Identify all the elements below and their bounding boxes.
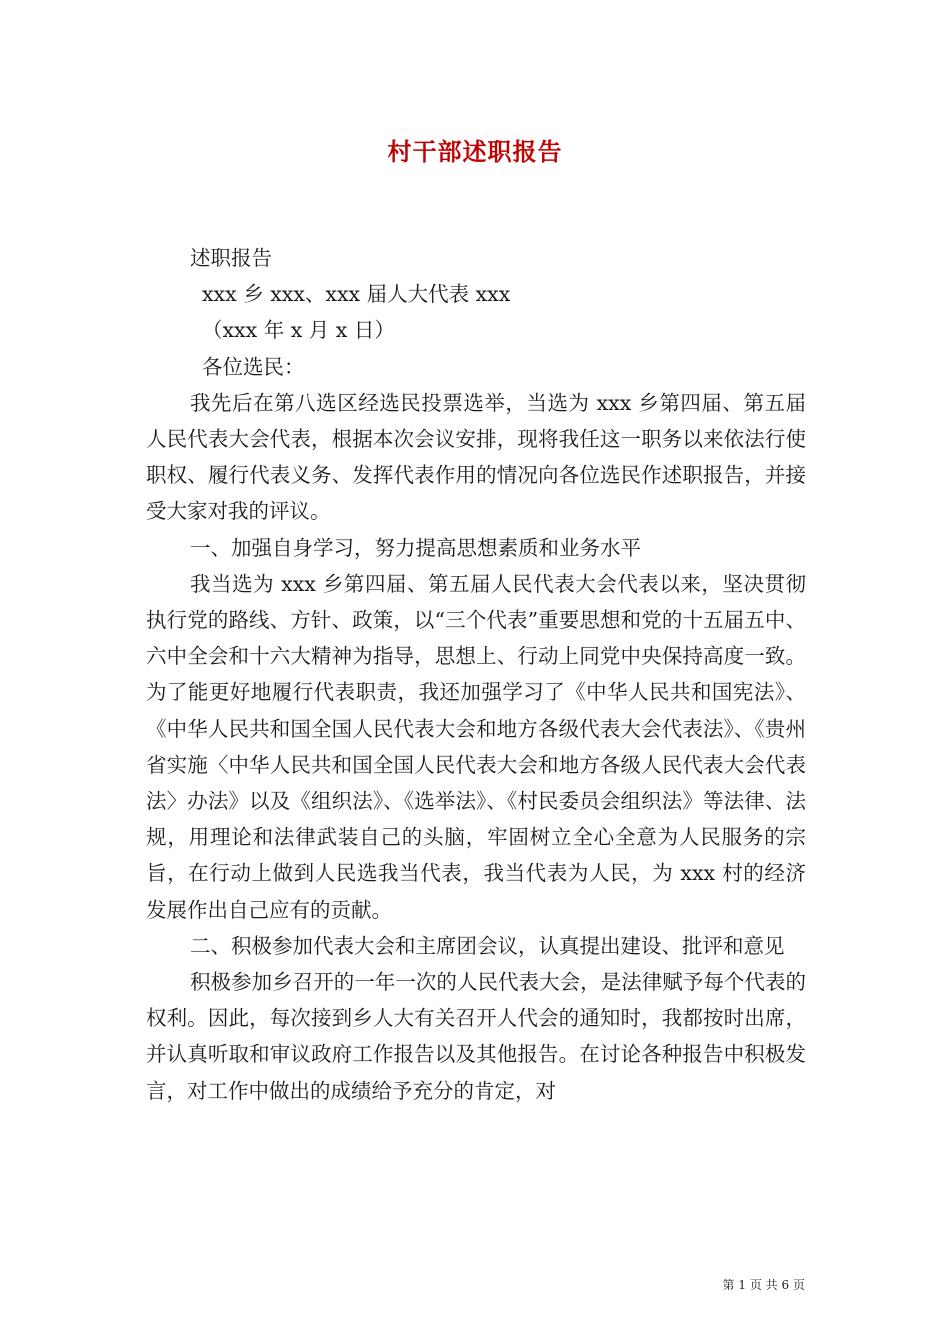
- section-heading-1: 一、加强自身学习，努力提高思想素质和业务水平: [190, 535, 641, 560]
- paragraph-section-2: 积极参加乡召开的一年一次的人民代表大会，是法律赋予每个代表的权利。因此，每次接到乡人大有关召开人代会的通知时，我都按时出席，并认真听取和审议政府工作报告以及其他报告。在讨论各种报告中积极发言，对工作中做出的成绩给予充分的肯定，对: [146, 970, 806, 1103]
- footer-middle: 页 共: [749, 1278, 778, 1292]
- page-number-footer: [723, 1276, 805, 1293]
- section-heading-2: 二、积极参加代表大会和主席团会议，认真提出建设、批评和意见: [190, 933, 785, 958]
- paragraph-section-1: 我当选为 xxx 乡第四届、第五届人民代表大会代表以来，坚决贯彻执行党的路线、方针、政策，以“三个代表”重要思想和党的十五届五中、六中全会和十六大精神为指导，思想上、行动上同党中央保持高度一致。为了能更好地履行代表职责，我还加强学习了《中华人民共和国宪法》、《中华人民共和国全国人民代表大会和地方各级代表大会代表法》、《贵州省实施〈中华人民共和国全国人民代表大会和地方各级人民代表大会代表法〉办法》以及《组织法》、《选举法》、《村民委员会组织法》等法律、法规，用理论和法律武装自己的头脑，牢固树立全心全意为人民服务的宗旨，在行动上做到人民选我当代表，我当代表为人民，为 xxx 村的经济发展作出自己应有的贡献。: [146, 571, 806, 922]
- footer-suffix: 页: [792, 1278, 805, 1292]
- report-heading-label: 述职报告: [190, 246, 272, 270]
- paragraph-intro: 我先后在第八选区经选民投票选举，当选为 xxx 乡第四届、第五届人民代表大会代表，根据本次会议安排，现将我任这一职务以来依法行使职权、履行代表义务、发挥代表作用的情况向各位选民作述职报告，并接受大家对我的评议。: [146, 390, 806, 524]
- greeting: 各位选民：: [202, 354, 305, 379]
- footer-current-page: 1: [738, 1278, 747, 1292]
- document-body: [146, 240, 806, 1109]
- footer-prefix: 第: [722, 1278, 735, 1292]
- date-line: （xxx 年 x 月 x 日）: [202, 318, 395, 343]
- author-line: xxx 乡 xxx、xxx 届人大代表 xxx: [202, 282, 511, 307]
- footer-total-pages: 6: [781, 1278, 790, 1292]
- document-title: 村干部述职报告: [387, 137, 563, 166]
